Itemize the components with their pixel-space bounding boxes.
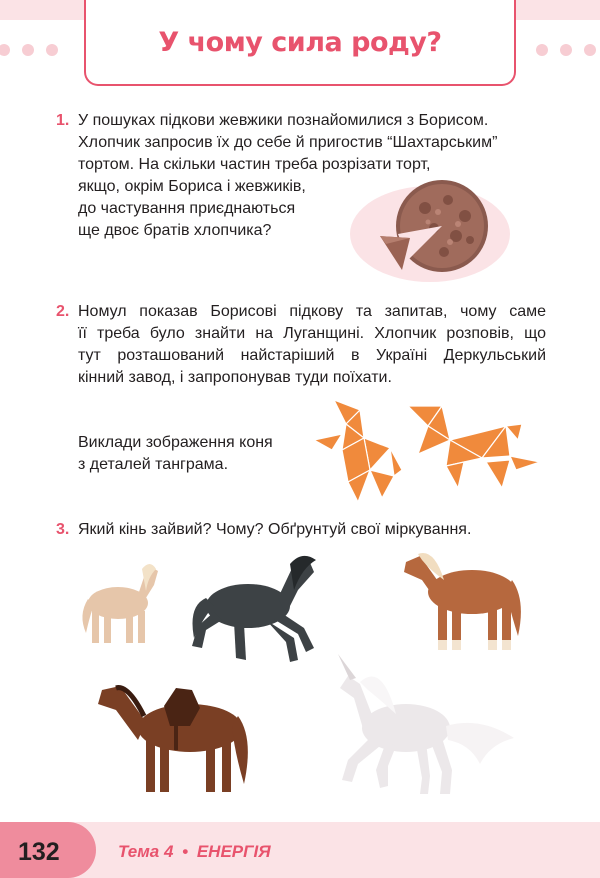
tangram-instruction-line-1: Виклади зображення коня	[78, 434, 273, 451]
chestnut-horse-image	[400, 540, 526, 656]
black-horse-image	[190, 550, 322, 668]
topic-label: Тема 4	[118, 842, 174, 861]
task-2-line-1: Номул показав Борисові підкову та запитав, чому саме	[78, 303, 546, 320]
task-1-line-3: тортом. На скільки частин треба розрізати торт,	[78, 156, 431, 173]
task-2-line-4: кінний завод, і запропонував туди поїхати.	[78, 369, 392, 386]
task-1-line-1: У пошуках підкови жевжики познайомилися з Борисом.	[78, 112, 489, 129]
task-3-line-1: Який кінь зайвий? Чому? Обґрунтуй свої міркування.	[78, 521, 472, 538]
task-1-line-5: до частування приєднаються	[78, 200, 296, 217]
task-2-line-2: її треба було знайти на Луганщині. Хлопчик розповів, що	[78, 325, 546, 342]
task-2-number: 2.	[56, 303, 70, 320]
white-unicorn-image	[330, 648, 516, 798]
tangram-horse-running	[406, 404, 542, 490]
topic-bullet: •	[182, 842, 189, 861]
tangram-instruction-line-2: з деталей танграма.	[78, 456, 229, 473]
footer-topic	[118, 842, 271, 862]
cake-illustration	[350, 178, 515, 288]
saddled-horse-image	[94, 666, 254, 796]
page-title: У чому сила роду?	[158, 27, 442, 58]
task-3-number: 3.	[56, 521, 70, 538]
title-box	[84, 0, 516, 86]
tangram-horse-rearing	[312, 398, 404, 504]
task-2-line-3: тут розташований найстаріший в Україні Деркульський	[78, 347, 546, 364]
task-1-line-6: ще двоє братів хлопчика?	[78, 222, 272, 239]
task-1-line-4: якщо, окрім Бориса і жевжиків,	[78, 178, 306, 195]
topic-name: ЕНЕРГІЯ	[196, 842, 271, 861]
task-1-line-2: Хлопчик запросив їх до себе й пригостив “Шахтарським”	[78, 134, 498, 151]
page-number: 132	[18, 838, 60, 866]
pony-image	[80, 555, 160, 650]
task-1-number: 1.	[56, 112, 70, 129]
